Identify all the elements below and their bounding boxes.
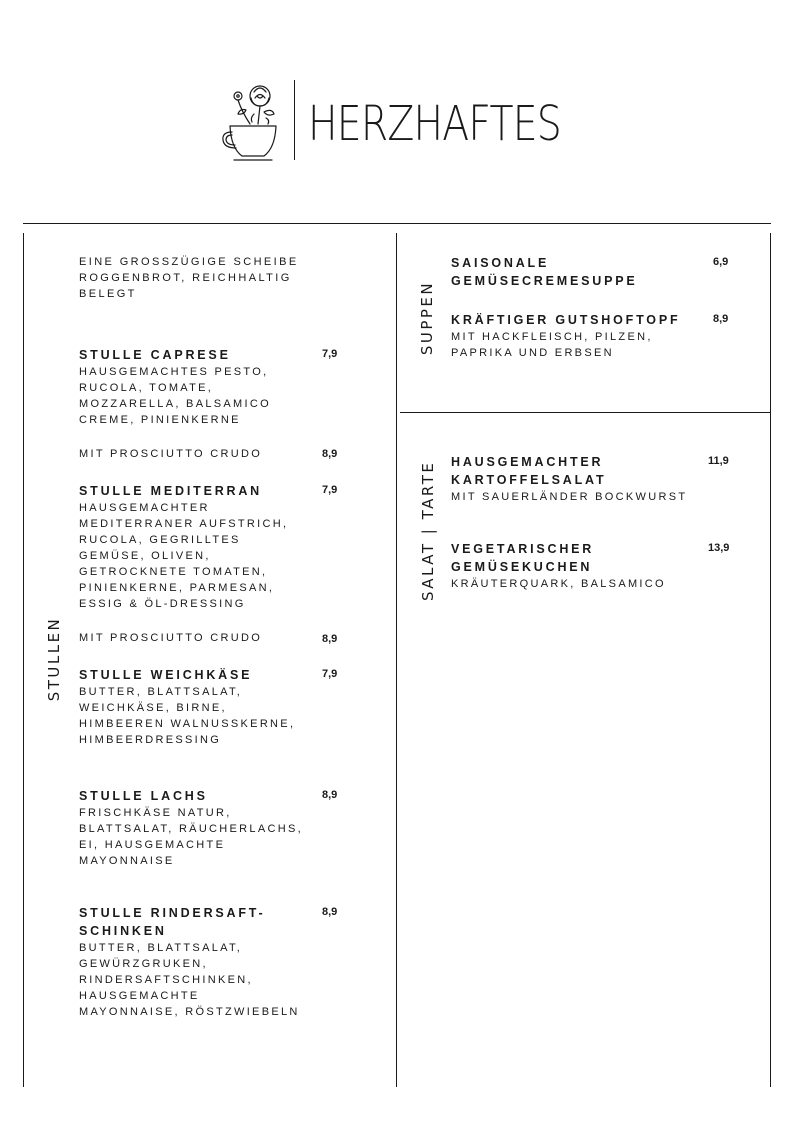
item-description: HAUSGEMACHTES PESTO, RUCOLA, TOMATE, MOZZARELLA, BALSAMICO CREME, PINIENKERNE xyxy=(79,366,271,426)
item-description: FRISCHKÄSE NATUR, BLATTSALAT, RÄUCHERLACHS, EI, HAUSGEMACHTE MAYONNAISE xyxy=(79,807,303,867)
item-name: SAISONALE GEMÜSECREMESUPPE xyxy=(451,256,638,288)
menu-item xyxy=(451,540,691,592)
item-name: STULLE CAPRESE xyxy=(79,348,231,362)
item-price: 6,9 xyxy=(713,256,729,268)
section-label-salat-tarte: SALAT | TARTE xyxy=(419,460,437,601)
flower-teacup-icon xyxy=(220,78,284,164)
stullen-intro: EINE GROSSZÜGIGE SCHEIBE ROGGENBROT, REICHHALTIG BELEGT xyxy=(79,256,299,300)
item-description: MIT SAUERLÄNDER BOCKWURST xyxy=(451,491,688,503)
item-description: MIT HACKFLEISCH, PILZEN, PAPRIKA UND ERBSEN xyxy=(451,331,653,359)
item-price: 8,9 xyxy=(322,906,338,918)
menu-item xyxy=(79,482,304,612)
item-price: 7,9 xyxy=(322,484,338,496)
item-price: 7,9 xyxy=(322,348,338,360)
item-name: HAUSGEMACHTER KARTOFFELSALAT xyxy=(451,455,607,487)
section-divider xyxy=(400,412,771,413)
item-name: STULLE RINDERSAFT-SCHINKEN xyxy=(79,906,266,938)
item-description: BUTTER, BLATTSALAT, WEICHKÄSE, BIRNE, HIMBEEREN WALNUSSKERNE, HIMBEERDRESSING xyxy=(79,686,296,746)
item-description: KRÄUTERQUARK, BALSAMICO xyxy=(451,578,666,590)
logo-divider xyxy=(294,80,295,160)
menu-item xyxy=(79,787,304,869)
left-border xyxy=(23,233,24,1087)
item-extra-price: 8,9 xyxy=(322,633,338,645)
item-price: 8,9 xyxy=(713,313,729,325)
item-price: 8,9 xyxy=(322,789,338,801)
menu-item xyxy=(451,254,691,290)
top-rule xyxy=(23,223,771,224)
item-name: STULLE LACHS xyxy=(79,789,208,803)
item-extra: MIT PROSCIUTTO CRUDO xyxy=(79,632,263,644)
item-price: 13,9 xyxy=(708,542,730,554)
item-name: VEGETARISCHER GEMÜSEKUCHEN xyxy=(451,542,595,574)
item-description: HAUSGEMACHTER MEDITERRANER AUFSTRICH, RUCOLA, GEGRILLTES GEMÜSE, OLIVEN, GETROCKNETE TOMATEN, PINIENKERNE, PARMESAN, ESSIG & ÖL-DRESSING xyxy=(79,502,289,610)
menu-item xyxy=(451,453,691,505)
section-label-suppen: SUPPEN xyxy=(418,280,436,356)
item-price: 7,9 xyxy=(322,668,338,680)
menu-item xyxy=(79,904,304,1020)
item-price: 11,9 xyxy=(708,455,729,467)
item-extra: MIT PROSCIUTTO CRUDO xyxy=(79,448,263,460)
menu-header xyxy=(0,0,794,200)
right-border xyxy=(770,233,771,1087)
menu-title: HERZHAFTES xyxy=(308,96,561,152)
item-name: KRÄFTIGER GUTSHOFTOPF xyxy=(451,313,681,327)
item-name: STULLE MEDITERRAN xyxy=(79,484,263,498)
item-name: STULLE WEICHKÄSE xyxy=(79,668,253,682)
item-description: BUTTER, BLATTSALAT, GEWÜRZGRUKEN, RINDERSAFTSCHINKEN, HAUSGEMACHTE MAYONNAISE, RÖSTZWIEBELN xyxy=(79,942,300,1018)
center-divider xyxy=(396,233,397,1087)
menu-item xyxy=(79,346,304,428)
item-extra-price: 8,9 xyxy=(322,448,338,460)
menu-item xyxy=(79,666,304,748)
menu-item xyxy=(451,311,691,361)
section-label-stullen: STULLEN xyxy=(45,616,63,702)
